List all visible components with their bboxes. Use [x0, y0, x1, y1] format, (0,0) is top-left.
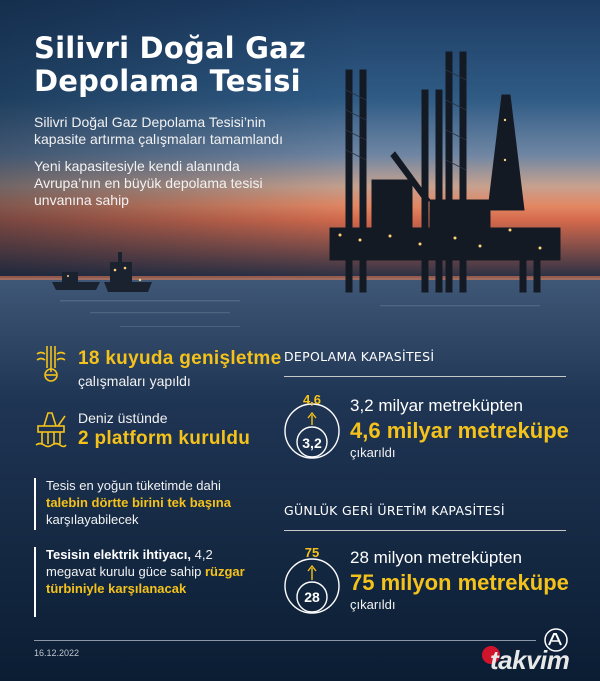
intro-paragraph-2: Yeni kapasitesiyle kendi alanında Avrupa’nın en büyük depolama tesisi unvanına sahip	[34, 158, 263, 208]
storage-from: 3,2 milyar metreküpten	[350, 396, 523, 415]
footer-rule	[34, 640, 536, 641]
takvim-watermark: takvim	[490, 645, 570, 675]
production-from: 28 milyon metreküpten	[350, 548, 522, 567]
production-to: 75 milyon metreküpe	[350, 570, 569, 595]
well-icon	[34, 344, 68, 382]
platform-icon	[34, 410, 68, 448]
wells-subtext: çalışmaları yapıldı	[78, 373, 191, 389]
production-new-value: 75	[304, 545, 320, 560]
wells-headline: 18 kuyuda genişletme	[78, 348, 282, 369]
platform-headline: 2 platform kuruldu	[78, 428, 251, 449]
production-rule	[284, 530, 566, 531]
storage-new-value: 4,6	[302, 392, 322, 407]
production-old-value: 28	[304, 589, 320, 605]
storage-rule	[284, 376, 566, 377]
demand-divider	[34, 478, 36, 530]
storage-old-value: 3,2	[302, 435, 322, 451]
power-paragraph: Tesisin elektrik ihtiyacı, 4,2 megavat kurulu güce sahip rüzgar türbiniyle karşılanacak	[46, 547, 245, 596]
page-title	[34, 32, 334, 98]
storage-to: 4,6 milyar metreküpe	[350, 418, 569, 443]
demand-paragraph: Tesis en yoğun tüketimde dahi talebin dörtte birini tek başına karşılayabilecek	[46, 478, 231, 527]
production-heading: GÜNLÜK GERİ ÜRETİM KAPASİTESİ	[284, 503, 505, 518]
power-divider	[34, 547, 36, 617]
title-line-1: Silivri Doğal Gaz	[34, 31, 306, 65]
date-label: 16.12.2022	[34, 648, 80, 658]
production-status: çıkarıldı	[350, 597, 396, 612]
platform-subtext: Deniz üstünde	[78, 410, 168, 426]
title-line-2: Depolama Tesisi	[34, 64, 301, 98]
storage-status: çıkarıldı	[350, 445, 396, 460]
intro-paragraph-1: Silivri Doğal Gaz Depolama Tesisi’nin kapasite artırma çalışmaları tamamlandı	[34, 114, 283, 147]
storage-heading: DEPOLAMA KAPASİTESİ	[284, 349, 435, 364]
